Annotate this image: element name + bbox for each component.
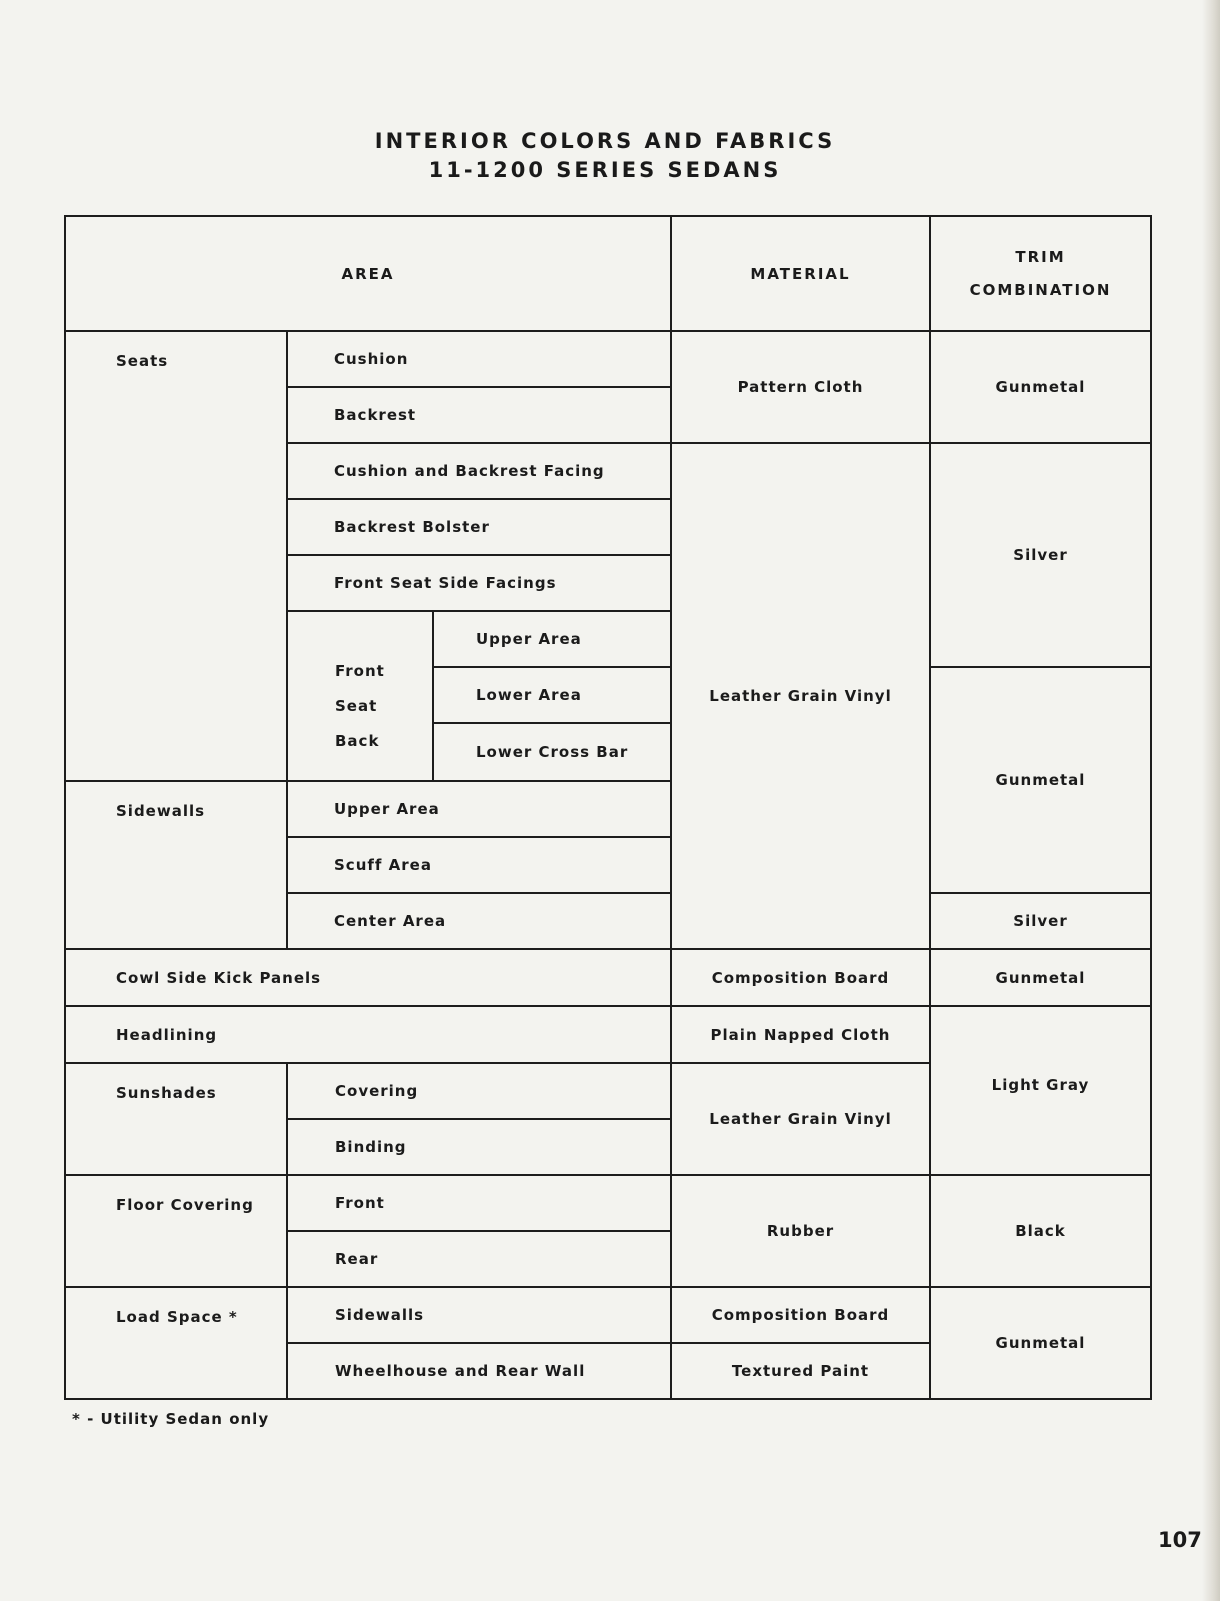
row-label-backrest: Backrest — [334, 406, 417, 424]
material-composition-board-load: Composition Board — [711, 1306, 890, 1324]
row-label-cushion-backrest-facing: Cushion and Backrest Facing — [334, 462, 605, 480]
material-pattern-cloth: Pattern Cloth — [737, 378, 864, 396]
trim-header-line-2: COMBINATION — [969, 280, 1112, 299]
footnote: * - Utility Sedan only — [72, 1410, 270, 1428]
row-label-backrest-bolster: Backrest Bolster — [334, 518, 490, 536]
trim-gunmetal-back-sidewalls: Gunmetal — [995, 771, 1086, 789]
row-label-upper-area: Upper Area — [476, 630, 582, 648]
material-header: MATERIAL — [750, 264, 851, 283]
row-label-floor-front: Front — [335, 1194, 385, 1212]
row-label-wheelhouse-rear-wall: Wheelhouse and Rear Wall — [335, 1362, 586, 1380]
trim-gunmetal-load: Gunmetal — [995, 1334, 1086, 1352]
row-label-floor-rear: Rear — [335, 1250, 379, 1268]
row-label-front-seat-back — [335, 654, 425, 764]
row-label-headlining: Headlining — [116, 1025, 218, 1044]
trim-light-gray: Light Gray — [991, 1075, 1090, 1094]
row-label-covering: Covering — [335, 1082, 419, 1100]
row-label-load-sidewalls: Sidewalls — [335, 1306, 425, 1324]
material-composition-board: Composition Board — [711, 968, 890, 987]
material-leather-grain-vinyl: Leather Grain Vinyl — [709, 687, 892, 705]
row-label-load-space: Load Space * — [116, 1308, 238, 1326]
row-label-center-area: Center Area — [334, 912, 447, 930]
trim-black: Black — [1015, 1222, 1066, 1240]
row-label-lower-area: Lower Area — [476, 686, 582, 704]
page-edge — [1202, 0, 1220, 1601]
trim-gunmetal-cowl: Gunmetal — [995, 968, 1086, 987]
row-label-seats: Seats — [116, 352, 169, 370]
trim-silver-seats: Silver — [1013, 546, 1068, 564]
material-rubber: Rubber — [766, 1222, 835, 1240]
row-label-binding: Binding — [335, 1138, 407, 1156]
row-label-front-seat-side-facings: Front Seat Side Facings — [334, 574, 557, 592]
front-seat-back-line-1: Front — [335, 662, 385, 680]
title-line-2: 11-1200 SERIES SEDANS — [428, 158, 782, 182]
row-label-cowl-side-kick-panels: Cowl Side Kick Panels — [116, 968, 322, 987]
trim-gunmetal-seats: Gunmetal — [995, 378, 1086, 396]
row-label-cushion: Cushion — [334, 350, 409, 368]
front-seat-back-line-2: Seat — [335, 697, 378, 715]
page-title — [0, 127, 1210, 185]
row-label-sidewalls: Sidewalls — [116, 802, 206, 820]
material-leather-grain-vinyl-sunshades: Leather Grain Vinyl — [709, 1110, 892, 1128]
row-label-scuff-area: Scuff Area — [334, 856, 432, 874]
row-label-lower-cross-bar: Lower Cross Bar — [476, 743, 629, 761]
material-textured-paint: Textured Paint — [731, 1362, 870, 1380]
trim-header-line-1: TRIM — [1015, 247, 1066, 266]
row-label-sidewalls-upper-area: Upper Area — [334, 800, 440, 818]
trim-combination-header — [931, 217, 1150, 330]
front-seat-back-line-3: Back — [335, 732, 380, 750]
area-header: AREA — [341, 264, 395, 283]
row-label-sunshades: Sunshades — [116, 1084, 217, 1102]
title-line-1: INTERIOR COLORS AND FABRICS — [374, 129, 836, 153]
material-plain-napped-cloth: Plain Napped Cloth — [710, 1025, 891, 1044]
trim-silver-center-area: Silver — [1013, 912, 1068, 930]
row-label-floor-covering: Floor Covering — [116, 1196, 254, 1214]
page-number: 107 — [1158, 1528, 1202, 1552]
